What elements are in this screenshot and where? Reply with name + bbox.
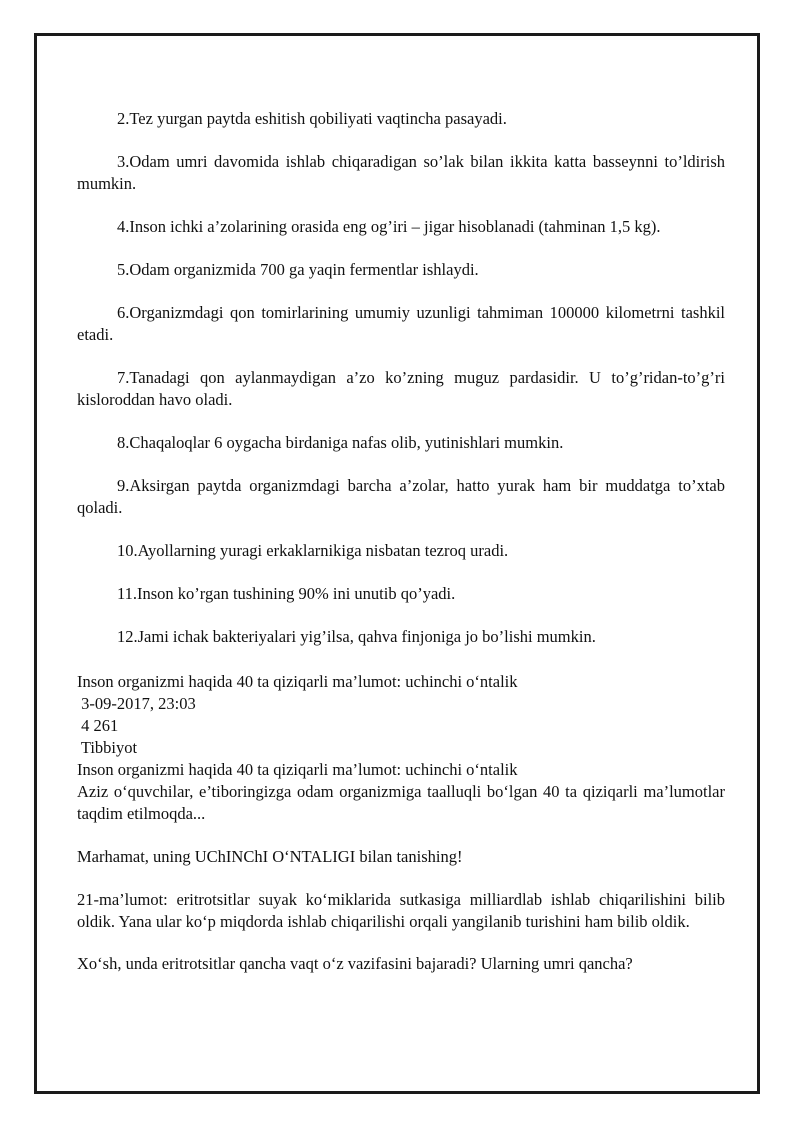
fact-item-11: 11.Inson ko’rgan tushining 90% ini unutib qo’yadi. (117, 584, 456, 603)
fact-item-8: 8.Chaqaloqlar 6 oygacha birdaniga nafas olib, yutinishlari mumkin. (117, 433, 564, 452)
article-question: Xo‘sh, unda eritrotsitlar qancha vaqt o‘z vazifasini bajaradi? Ularning umri qancha? (77, 954, 633, 973)
article-fact-21: 21-ma’lumot: eritrotsitlar suyak ko‘miklarida sutkasiga milliardlab ishlab chiqarilishini bilib oldik. Yana ular ko‘p miqdorda ishlab chiqarilishi orqali yangilanib turishini ham bilib oldik. (77, 890, 725, 931)
fact-item-12: 12.Jami ichak bakteriyalari yig’ilsa, qahva finjoniga jo bo’lishi mumkin. (117, 627, 596, 646)
article-invite: Marhamat, uning UChINChI O‘NTALIGI bilan tanishing! (77, 847, 463, 866)
article-category: Tibbiyot (77, 738, 138, 757)
fact-item-9: 9.Aksirgan paytda organizmdagi barcha a’zolar, hatto yurak ham bir muddatga to’xtab qoladi. (77, 476, 725, 517)
fact-item-5: 5.Odam organizmida 700 ga yaqin fermentlar ishlaydi. (117, 260, 479, 279)
article-title-repeat: Inson organizmi haqida 40 ta qiziqarli ma’lumot: uchinchi o‘ntalik (77, 760, 518, 779)
fact-item-10: 10.Ayollarning yuragi erkaklarnikiga nisbatan tezroq uradi. (117, 541, 509, 560)
article-title: Inson organizmi haqida 40 ta qiziqarli ma’lumot: uchinchi o‘ntalik (77, 672, 518, 691)
article-intro: Aziz o‘quvchilar, e’tiboringizga odam organizmiga taalluqli bo‘lgan 40 ta qiziqarli ma’lumotlar taqdim etilmoqda... (77, 782, 725, 823)
article-views: 4 261 (77, 716, 119, 735)
fact-item-4: 4.Inson ichki a’zolarining orasida eng og’iri – jigar hisoblanadi (tahminan 1,5 kg). (117, 217, 661, 236)
fact-item-6: 6.Organizmdagi qon tomirlarining umumiy uzunligi tahmiman 100000 kilometrni tashkil etadi. (77, 303, 725, 344)
fact-item-3: 3.Odam umri davomida ishlab chiqaradigan so’lak bilan ikkita katta basseynni to’ldirish mumkin. (77, 152, 725, 193)
fact-item-7: 7.Tanadagi qon aylanmaydigan a’zo ko’zning muguz pardasidir. U to’g’ridan-to’g’ri kisloroddan havo oladi. (77, 368, 725, 409)
fact-item-2: 2.Tez yurgan paytda eshitish qobiliyati vaqtincha pasayadi. (117, 109, 507, 128)
document-body (77, 108, 725, 996)
article-date: 3-09-2017, 23:03 (77, 694, 196, 713)
